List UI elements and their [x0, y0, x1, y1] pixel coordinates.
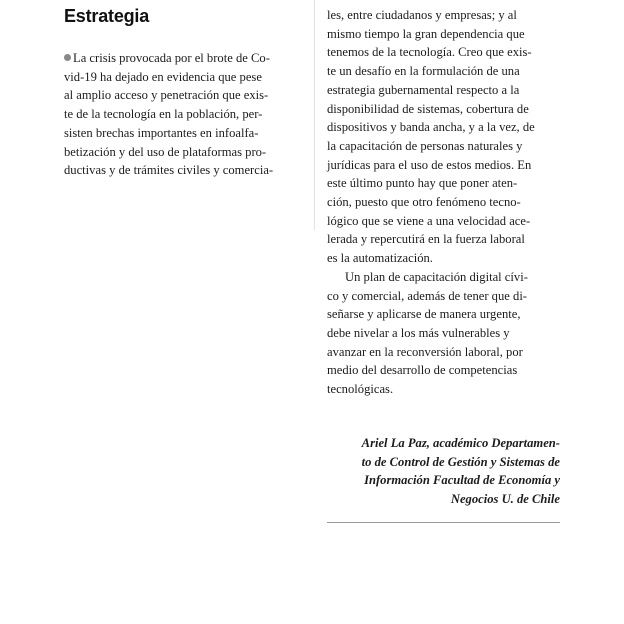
- text-line: lógico que se viene a una velocidad ace-: [327, 213, 531, 228]
- text-line: al amplio acceso y penetración que exis-: [64, 88, 269, 103]
- text-line: Un plan de capacitación digital cívi-: [345, 269, 528, 284]
- left-column: [64, 49, 304, 180]
- text-line: tenemos de la tecnología. Creo que exis-: [327, 45, 532, 60]
- text-line: les, entre ciudadanos y empresas; y al: [327, 8, 517, 22]
- signature-line: Negocios U. de Chile: [450, 492, 560, 507]
- text-line: te de la tecnología en la población, per-: [64, 107, 263, 122]
- text-line: es la automatización.: [327, 251, 433, 266]
- text-line: [64, 49, 304, 68]
- text-line: te un desafío en la formulación de una: [327, 64, 520, 79]
- text-line: la capacitación de personas naturales y: [327, 138, 523, 153]
- signature-line: to de Control de Gestión y Sistemas de: [361, 454, 560, 469]
- text-line: sisten brechas importantes en infoalfa-: [64, 125, 259, 140]
- author-signature: [327, 434, 560, 509]
- text-line: disponibilidad de sistemas, cobertura de: [327, 101, 529, 116]
- text-line: señarse y aplicarse de manera urgente,: [327, 307, 521, 322]
- text-line: lerada y repercutirá en la fuerza laboral: [327, 232, 525, 247]
- text-line: medio del desarrollo de competencias: [327, 363, 518, 378]
- text-line: co y comercial, además de tener que di-: [327, 288, 528, 303]
- text-line: betización y del uso de plataformas pro-: [64, 144, 267, 159]
- text-line: este último punto hay que poner aten-: [327, 176, 518, 191]
- article-headline: Estrategia: [64, 6, 150, 26]
- text-line: estrategia gubernamental respecto a la: [327, 82, 520, 97]
- right-column: [327, 6, 560, 399]
- text-line-content: La crisis provocada por el brote de Co-: [73, 51, 270, 65]
- text-line: avanzar en la reconversión laboral, por: [327, 344, 523, 359]
- text-line: vid-19 ha dejado en evidencia que pese: [64, 69, 262, 84]
- text-line: ción, puesto que otro fenómeno tecno-: [327, 195, 521, 210]
- column-divider: [314, 0, 315, 230]
- text-line: tecnológicas.: [327, 382, 394, 397]
- text-line: ductivas y de trámites civiles y comercia-: [64, 163, 274, 178]
- text-line: debe nivelar a los más vulnerables y: [327, 325, 510, 340]
- text-line: jurídicas para el uso de estos medios. En: [327, 157, 532, 172]
- signature-line: Ariel La Paz, académico Departamen-: [361, 436, 560, 450]
- signature-line: Información Facultad de Economía y: [364, 473, 560, 488]
- end-rule: [327, 522, 560, 523]
- text-line: mismo tiempo la gran dependencia que: [327, 26, 525, 41]
- bullet-icon: [64, 54, 71, 61]
- text-line: dispositivos y banda ancha, y a la vez, de: [327, 120, 535, 135]
